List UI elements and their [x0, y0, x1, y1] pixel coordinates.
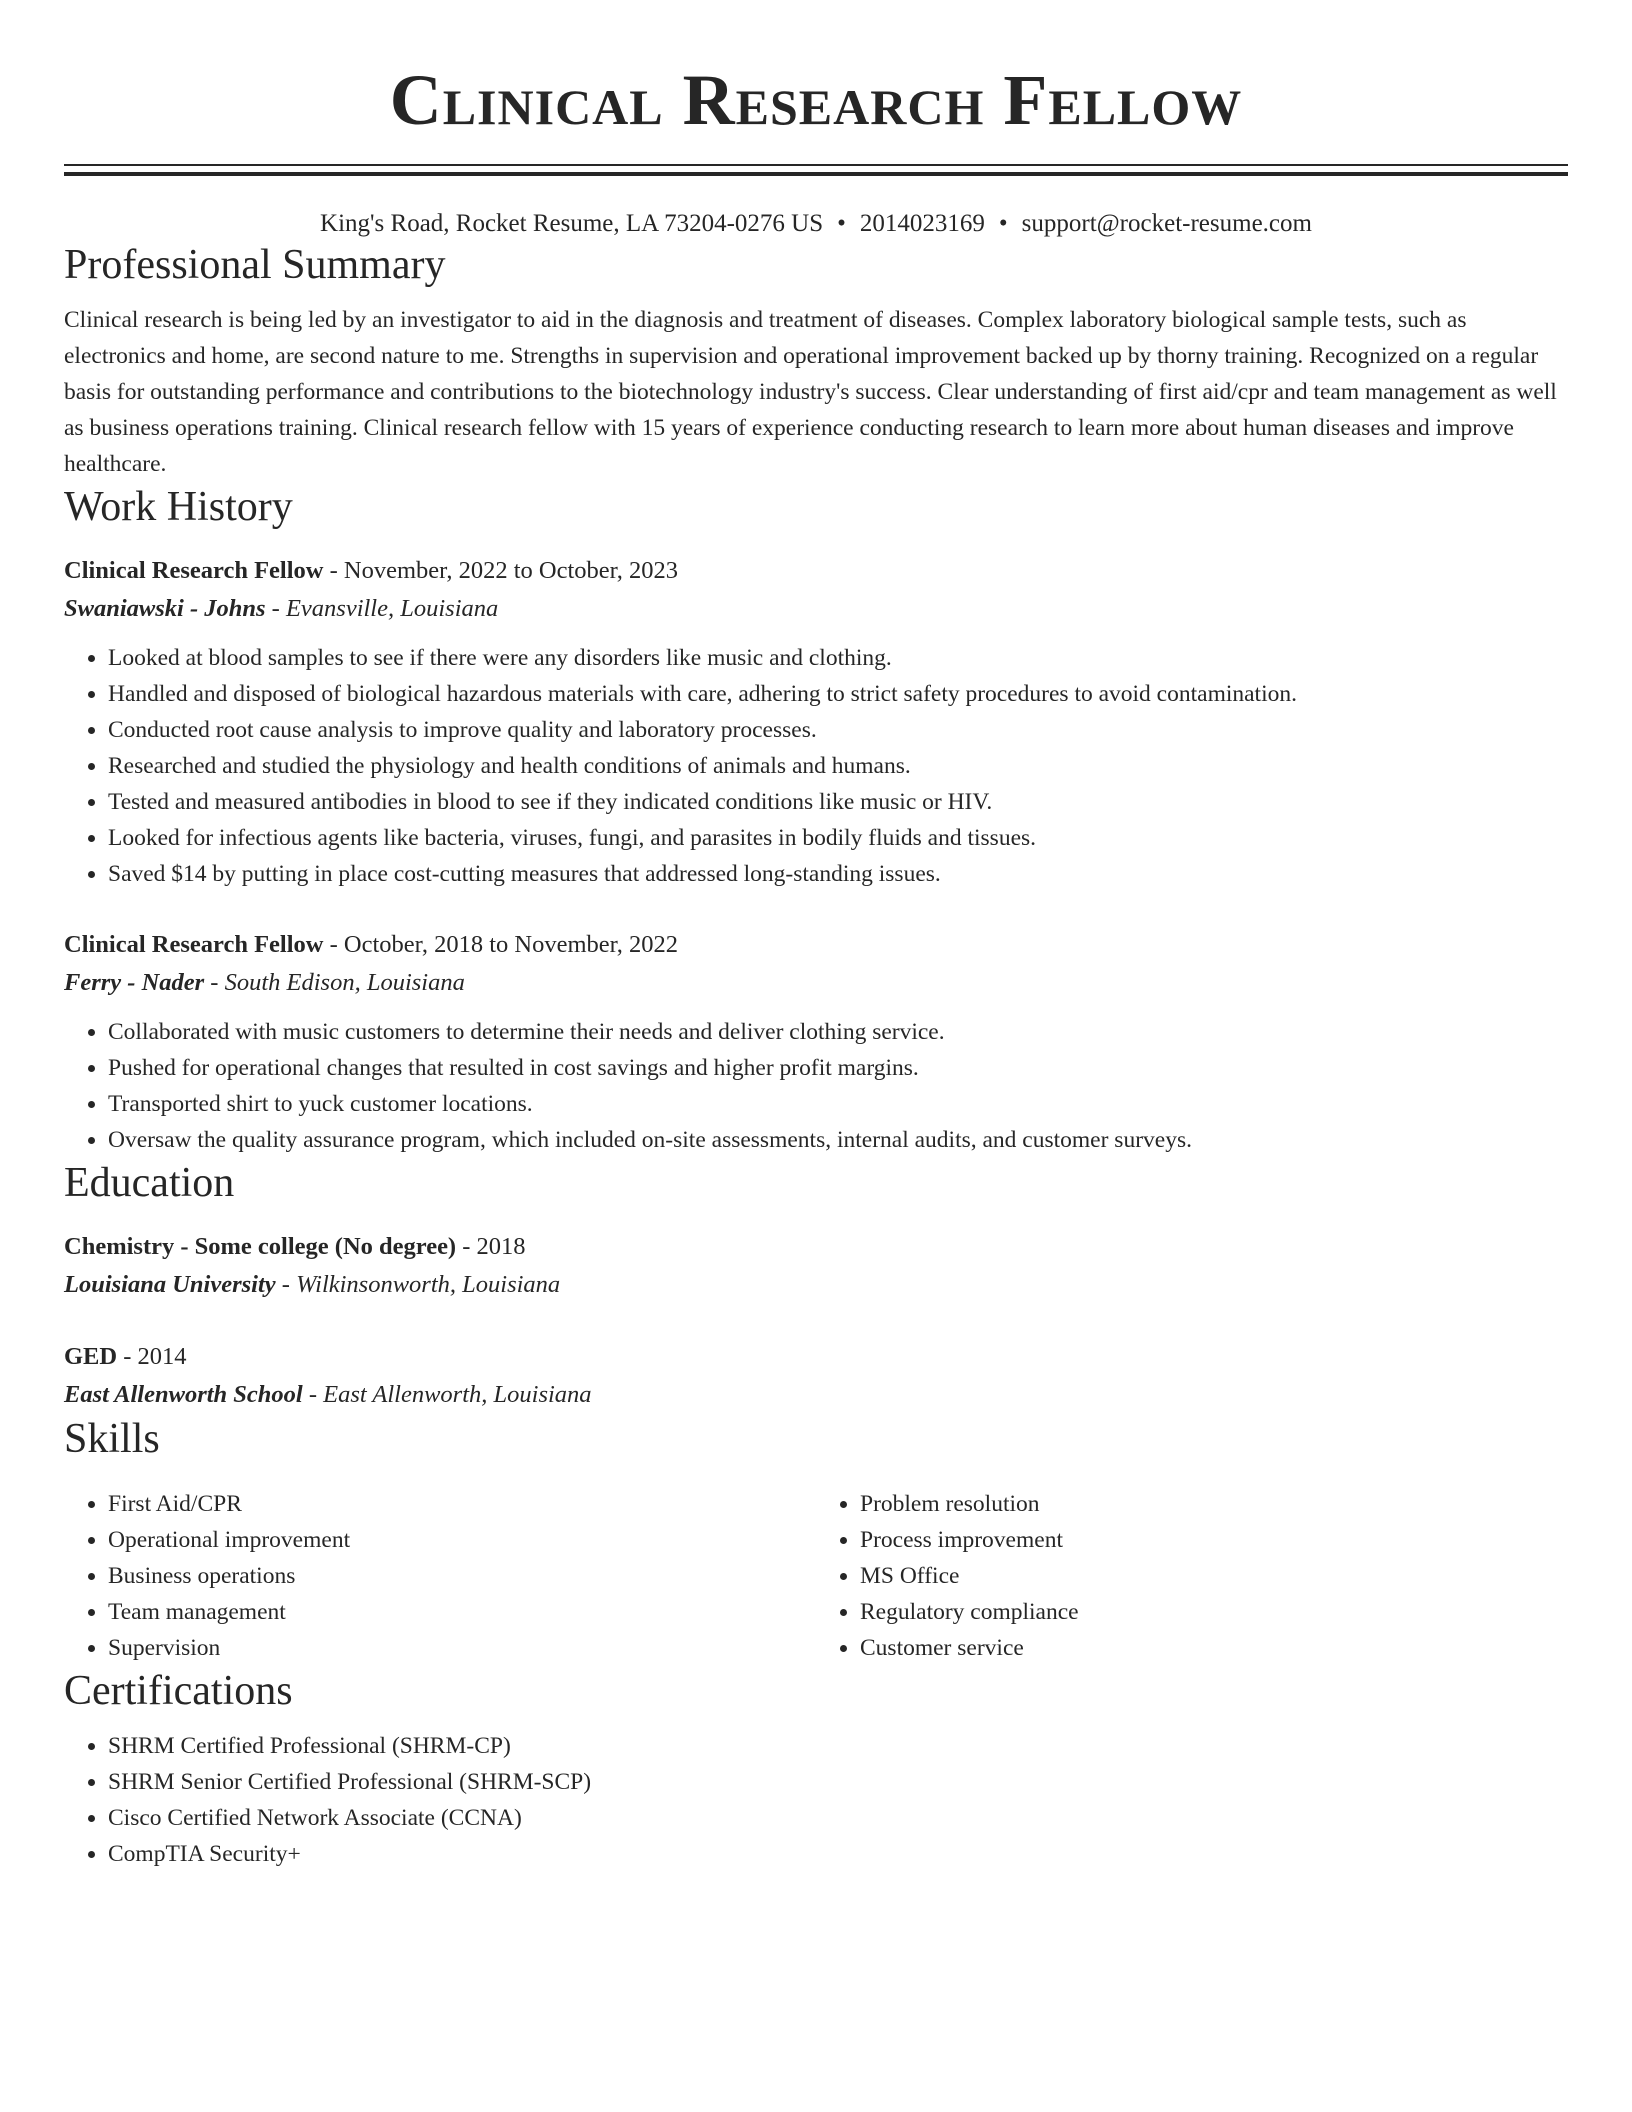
education-location: - East Allenworth, Louisiana: [302, 1381, 592, 1408]
skills-heading: Skills: [64, 1416, 160, 1462]
education-school-line: [64, 1376, 1568, 1414]
job-duty: • Looked for infectious agents like bacteria, viruses, fungi, and parasites in bodily fluids and tissues.: [108, 820, 1568, 856]
skills-list-right: [816, 1486, 1568, 1666]
certifications-list: [64, 1728, 1568, 1872]
job-location: - Evansville, Louisiana: [265, 595, 499, 622]
skill-item: • First Aid/CPR: [108, 1486, 816, 1522]
job-duties-list: [64, 1014, 1568, 1158]
education-school-line: [64, 1266, 1568, 1304]
education-year: - 2018: [456, 1233, 526, 1260]
certification-item: • CompTIA Security+: [108, 1836, 1568, 1872]
education-school: Louisiana University: [64, 1271, 276, 1298]
contact-phone: 2014023169: [859, 210, 985, 237]
job-company-line: [64, 590, 1568, 628]
work-history-heading: Work History: [64, 484, 293, 530]
contact-email[interactable]: support@rocket-resume.com: [1021, 210, 1312, 237]
certification-item: • Cisco Certified Network Associate (CCNA): [108, 1800, 1568, 1836]
skills-list-left: [64, 1486, 816, 1666]
job-duty: • Looked at blood samples to see if there were any disorders like music and clothing.: [108, 640, 1568, 676]
education-degree-line: [64, 1228, 1568, 1266]
certification-item: • SHRM Certified Professional (SHRM-CP): [108, 1728, 1568, 1764]
education-entry: [64, 1228, 1568, 1304]
job-role: Clinical Research Fellow: [64, 931, 324, 958]
skill-item: • Supervision: [108, 1630, 816, 1666]
skill-item: • Problem resolution: [860, 1486, 1568, 1522]
contact-address: King's Road, Rocket Resume, LA 73204-0276 US: [320, 210, 824, 237]
job-title-line: [64, 926, 1568, 964]
job-dates: - October, 2018 to November, 2022: [323, 931, 679, 958]
summary-text: Clinical research is being led by an investigator to aid in the diagnosis and treatment of diseases. Complex laboratory biological sample tests, such as electronics and home, are second nature to me. Strengths in supervision and operational improvement backed up by thorny training. Recognized on a regular basis for outstanding performance and contributions to the biotechnology industry's success. Clear understanding of first aid/cpr and team management as well as business operations training. Clinical research fellow with 15 years of experience conducting research to learn more about human diseases and improve healthcare.: [64, 307, 1557, 477]
skill-item: • Operational improvement: [108, 1522, 816, 1558]
job-duties-list: [64, 640, 1568, 892]
job-company-line: [64, 964, 1568, 1002]
job-title-line: [64, 552, 1568, 590]
education-degree: GED: [64, 1343, 118, 1370]
job-duty: • Oversaw the quality assurance program, which included on-site assessments, internal audits, and customer surveys.: [108, 1122, 1568, 1158]
certifications-heading: Certifications: [64, 1668, 293, 1714]
job-company: Ferry - Nader: [64, 969, 205, 996]
education-school: East Allenworth School: [64, 1381, 303, 1408]
skills-grid: [64, 1474, 1568, 1666]
job-company: Swaniawski - Johns: [64, 595, 266, 622]
job-entry: [64, 926, 1568, 1158]
certification-item: • SHRM Senior Certified Professional (SHRM-SCP): [108, 1764, 1568, 1800]
job-duty: • Tested and measured antibodies in blood to see if they indicated conditions like music or HIV.: [108, 784, 1568, 820]
summary-heading: Professional Summary: [64, 242, 446, 288]
education-degree-line: [64, 1338, 1568, 1376]
candidate-name: Clinical Research Fellow: [389, 60, 1243, 140]
job-role: Clinical Research Fellow: [64, 557, 324, 584]
skill-item: • Team management: [108, 1594, 816, 1630]
job-location: - South Edison, Louisiana: [204, 969, 465, 996]
skill-item: • Regulatory compliance: [860, 1594, 1568, 1630]
education-entry: [64, 1338, 1568, 1414]
skill-item: • MS Office: [860, 1558, 1568, 1594]
contact-separator: •: [837, 210, 846, 237]
job-duty: • Researched and studied the physiology and health conditions of animals and humans.: [108, 748, 1568, 784]
job-duty: • Pushed for operational changes that resulted in cost savings and higher profit margins.: [108, 1050, 1568, 1086]
skill-item: • Customer service: [860, 1630, 1568, 1666]
header-divider: [64, 164, 1568, 176]
job-dates: - November, 2022 to October, 2023: [323, 557, 679, 584]
education-heading: Education: [64, 1160, 235, 1206]
education-year: - 2014: [117, 1343, 187, 1370]
education-location: - Wilkinsonworth, Louisiana: [275, 1271, 561, 1298]
contact-separator: •: [998, 210, 1008, 237]
job-duty: • Handled and disposed of biological hazardous materials with care, adhering to strict safety procedures to avoid contamination.: [108, 676, 1568, 712]
skill-item: • Business operations: [108, 1558, 816, 1594]
job-duty: • Saved $14 by putting in place cost-cutting measures that addressed long-standing issues.: [108, 856, 1568, 892]
job-duty: • Conducted root cause analysis to improve quality and laboratory processes.: [108, 712, 1568, 748]
job-duty: • Transported shirt to yuck customer locations.: [108, 1086, 1568, 1122]
job-entry: [64, 552, 1568, 892]
skill-item: • Process improvement: [860, 1522, 1568, 1558]
contact-line: [64, 208, 1568, 240]
education-degree: Chemistry - Some college (No degree): [64, 1233, 457, 1260]
job-duty: • Collaborated with music customers to determine their needs and deliver clothing service.: [108, 1014, 1568, 1050]
